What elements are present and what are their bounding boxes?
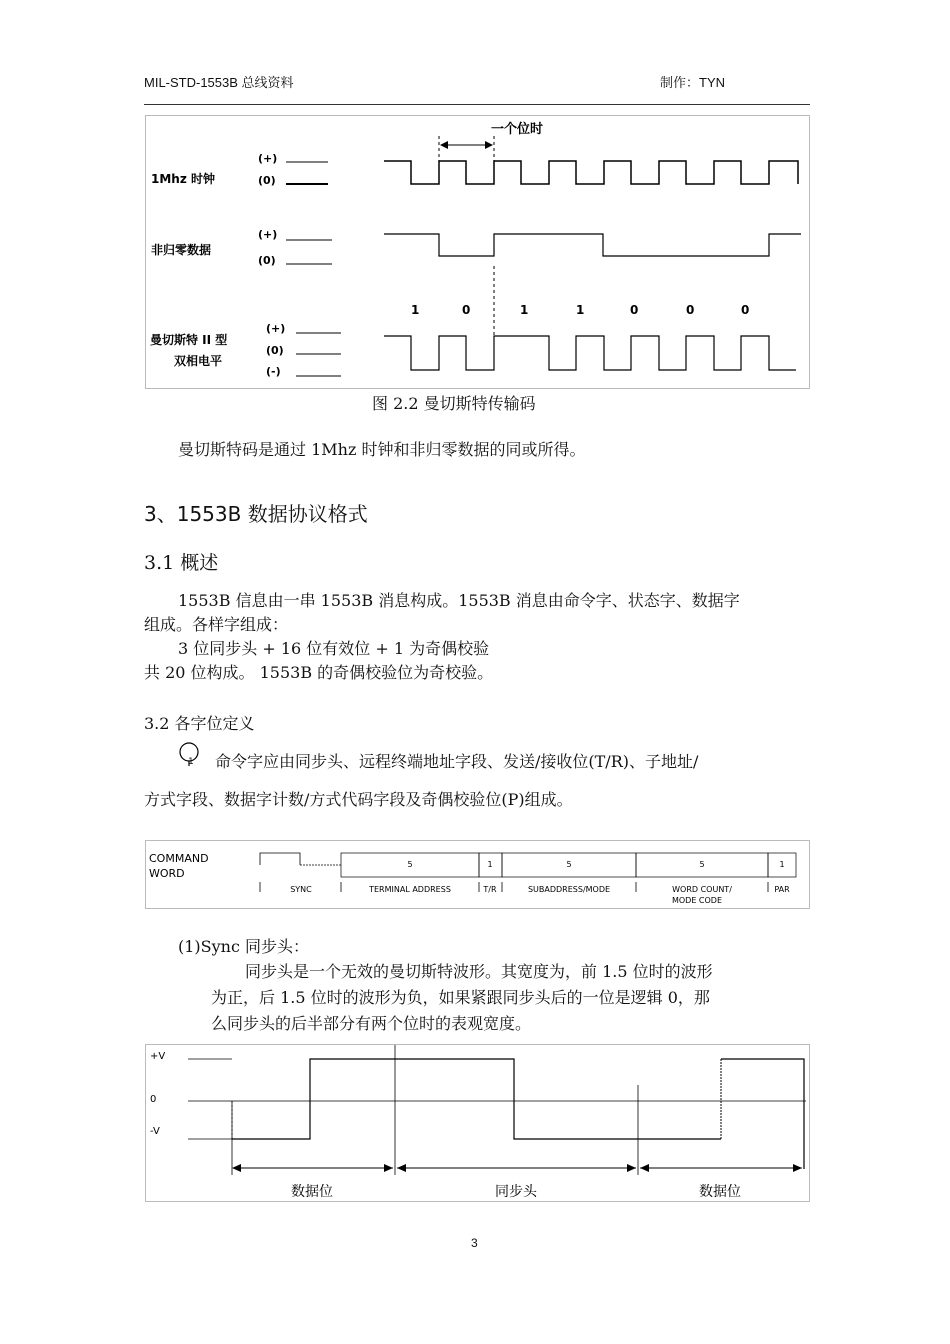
sync-para-line3: 么同步头的后半部分有两个位时的表观宽度。 [211, 1014, 532, 1033]
figure-caption: 图 2.2 曼切斯特传输码 [372, 394, 536, 413]
bit-1: 0 [462, 303, 471, 317]
manchester-label-1: 曼切斯特 II 型 [150, 333, 228, 347]
figure-sync-waveform [145, 1044, 810, 1202]
level-zero: 0 [150, 1094, 157, 1105]
para-31-line2: 组成。各样字组成： [144, 615, 289, 634]
bit-4: 0 [630, 303, 639, 317]
clock-plus: (+) [258, 152, 278, 165]
section-31-title: 3.1 概述 [144, 552, 219, 574]
label-data-right: 数据位 [699, 1184, 741, 1200]
figure-command-word [145, 840, 810, 909]
bit-0: 1 [411, 303, 420, 317]
cw-word-count-1: WORD COUNT/ [672, 885, 732, 894]
cw-word-count-2: MODE CODE [671, 896, 723, 905]
nrz-plus: (+) [258, 228, 278, 241]
nrz-label: 非归零数据 [151, 243, 212, 257]
manchester-paragraph: 曼切斯特码是通过 1Mhz 时钟和非归零数据的同或所得。 [178, 440, 586, 459]
label-data-left: 数据位 [291, 1184, 333, 1200]
bit-time-label: 一个位时 [491, 122, 544, 137]
clock-label: 1Mhz 时钟 [151, 172, 215, 186]
bit-5: 0 [686, 303, 695, 317]
page-number: 3 [471, 1236, 478, 1250]
bit-3: 1 [576, 303, 585, 317]
para-31-line4: 共 20 位构成。 1553B 的奇偶校验位为奇校验。 [144, 663, 494, 682]
clock-zero: (0) [258, 174, 276, 187]
cw-count-par: 1 [779, 860, 785, 869]
manchester-label-2: 双相电平 [174, 354, 223, 368]
man-zero: (0) [266, 344, 284, 357]
para-31-line1: 1553B 信息由一串 1553B 消息构成。1553B 消息由命令字、状态字、数据字 [178, 591, 740, 610]
cw-par: PAR [774, 885, 790, 894]
bullet-number: 1 [188, 757, 194, 767]
cw-count-sa: 5 [566, 860, 572, 869]
man-plus: (+) [266, 322, 286, 335]
header-author: 制作：TYN [660, 75, 726, 90]
para-32-line2: 方式字段、数据字计数/方式代码字段及奇偶校验位(P)组成。 [144, 790, 573, 809]
nrz-zero: (0) [258, 254, 276, 267]
cw-terminal-address: TERMINAL ADDRESS [369, 885, 451, 894]
man-minus: (-) [266, 365, 281, 378]
manchester-diagram [146, 116, 809, 388]
sync-heading: (1)Sync 同步头： [178, 937, 310, 956]
cw-count-wc: 5 [699, 860, 705, 869]
para-32-line1: 命令字应由同步头、远程终端地址字段、发送/接收位(T/R)、子地址/ [215, 752, 699, 771]
section-32-title: 3.2 各字位定义 [144, 714, 255, 733]
command-word-diagram [146, 841, 809, 908]
cw-subaddress: SUBADDRESS/MODE [527, 885, 611, 894]
cw-sync: SYNC [290, 885, 312, 894]
sync-waveform-diagram [146, 1045, 809, 1201]
level-minus-v: -V [150, 1126, 160, 1137]
header-rule [144, 104, 810, 105]
level-plus-v: +V [150, 1051, 166, 1062]
figure-manchester [145, 115, 810, 389]
cw-title-2: WORD [149, 867, 185, 880]
cw-count-ta: 5 [407, 860, 413, 869]
bit-2: 1 [520, 303, 529, 317]
cw-count-tr: 1 [487, 860, 493, 869]
sync-para-line2: 为正，后 1.5 位时的波形为负，如果紧跟同步头后的一位是逻辑 0，那 [211, 988, 710, 1007]
section-3-title: 3、1553B 数据协议格式 [144, 502, 368, 526]
cw-title-1: COMMAND [149, 852, 209, 865]
cw-tr: T/R [483, 885, 497, 894]
para-31-line3: 3 位同步头 + 16 位有效位 + 1 为奇偶校验 [178, 639, 490, 658]
header-title: MIL-STD-1553B 总线资料 [144, 75, 294, 90]
sync-para-line1: 同步头是一个无效的曼切斯特波形。其宽度为，前 1.5 位时的波形 [245, 962, 713, 981]
label-sync: 同步头 [495, 1184, 537, 1200]
bit-6: 0 [741, 303, 750, 317]
